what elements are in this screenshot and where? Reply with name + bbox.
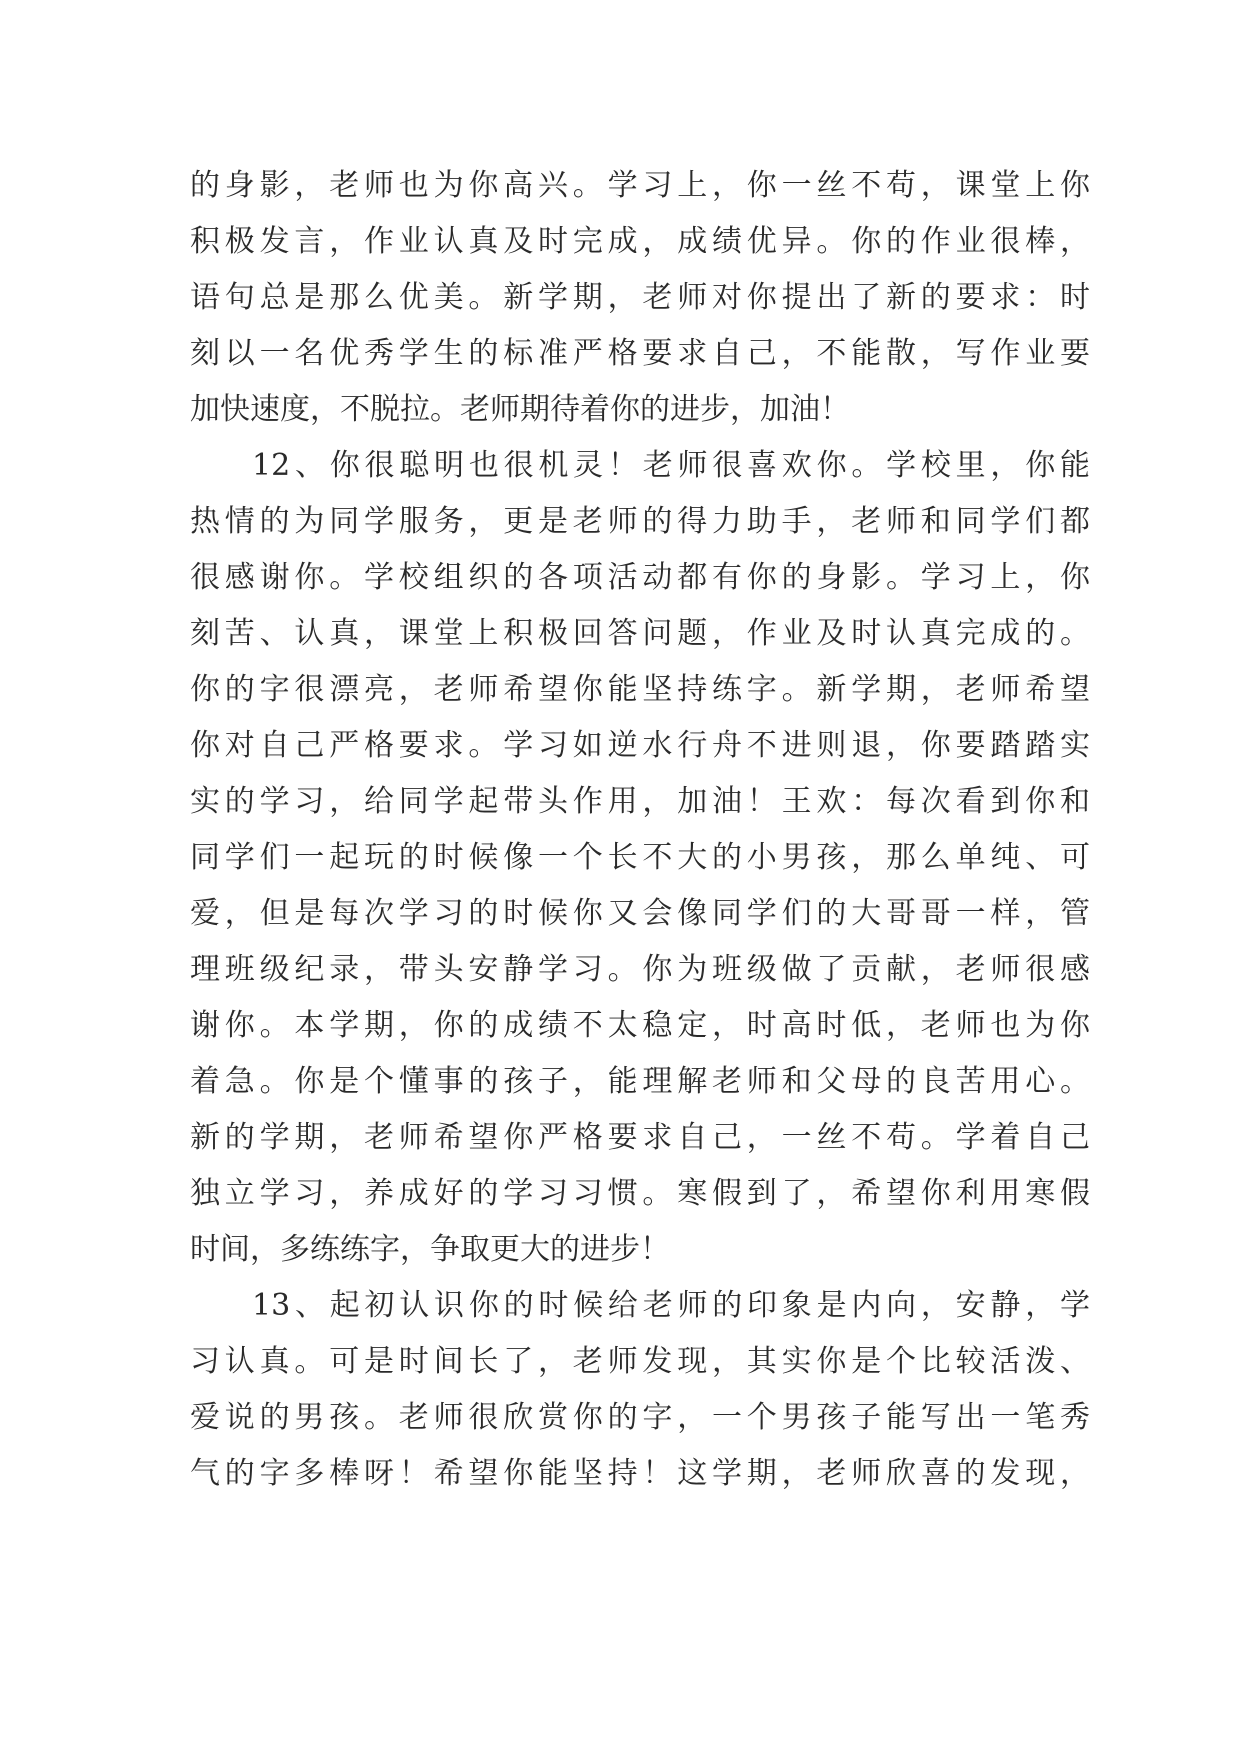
text-line: 习认真。可是时间长了，老师发现，其实你是个比较活泼、 (190, 1344, 1090, 1379)
text-line: 积极发言，作业认真及时完成，成绩优异。你的作业很棒， (190, 224, 1090, 259)
paragraph-12-first-line: 12、你很聪明也很机灵！老师很喜欢你。学校里，你能 (252, 448, 1090, 483)
text-line: 时间，多练练字，争取更大的进步！ (190, 1232, 670, 1267)
text-line: 加快速度，不脱拉。老师期待着你的进步，加油！ (190, 392, 850, 427)
text-line: 你的字很漂亮，老师希望你能坚持练字。新学期，老师希望 (190, 672, 1090, 707)
text-line: 谢你。本学期，你的成绩不太稳定，时高时低，老师也为你 (190, 1008, 1090, 1043)
text-line: 很感谢你。学校组织的各项活动都有你的身影。学习上，你 (190, 560, 1090, 595)
text-line: 爱说的男孩。老师很欣赏你的字，一个男孩子能写出一笔秀 (190, 1400, 1090, 1435)
document-body (190, 158, 1090, 1502)
paragraph-13-first-line: 13、起初认识你的时候给老师的印象是内向，安静，学 (252, 1288, 1090, 1323)
text-line: 着急。你是个懂事的孩子，能理解老师和父母的良苦用心。 (190, 1064, 1090, 1099)
text-line: 语句总是那么优美。新学期，老师对你提出了新的要求：时 (190, 280, 1090, 315)
text-line: 刻苦、认真，课堂上积极回答问题，作业及时认真完成的。 (190, 616, 1090, 651)
text-line: 同学们一起玩的时候像一个长不大的小男孩，那么单纯、可 (190, 840, 1090, 875)
text-line: 气的字多棒呀！希望你能坚持！这学期，老师欣喜的发现， (190, 1456, 1090, 1491)
text-line: 理班级纪录，带头安静学习。你为班级做了贡献，老师很感 (190, 952, 1090, 987)
text-line: 独立学习，养成好的学习习惯。寒假到了，希望你利用寒假 (190, 1176, 1090, 1211)
text-line: 你对自己严格要求。学习如逆水行舟不进则退，你要踏踏实 (190, 728, 1090, 763)
text-line: 实的学习，给同学起带头作用，加油！王欢：每次看到你和 (190, 784, 1090, 819)
text-line: 热情的为同学服务，更是老师的得力助手，老师和同学们都 (190, 504, 1090, 539)
text-line: 刻以一名优秀学生的标准严格要求自己，不能散，写作业要 (190, 336, 1090, 371)
text-line: 爱，但是每次学习的时候你又会像同学们的大哥哥一样，管 (190, 896, 1090, 931)
text-line: 新的学期，老师希望你严格要求自己，一丝不苟。学着自己 (190, 1120, 1090, 1155)
text-line: 的身影，老师也为你高兴。学习上，你一丝不苟，课堂上你 (190, 168, 1090, 203)
